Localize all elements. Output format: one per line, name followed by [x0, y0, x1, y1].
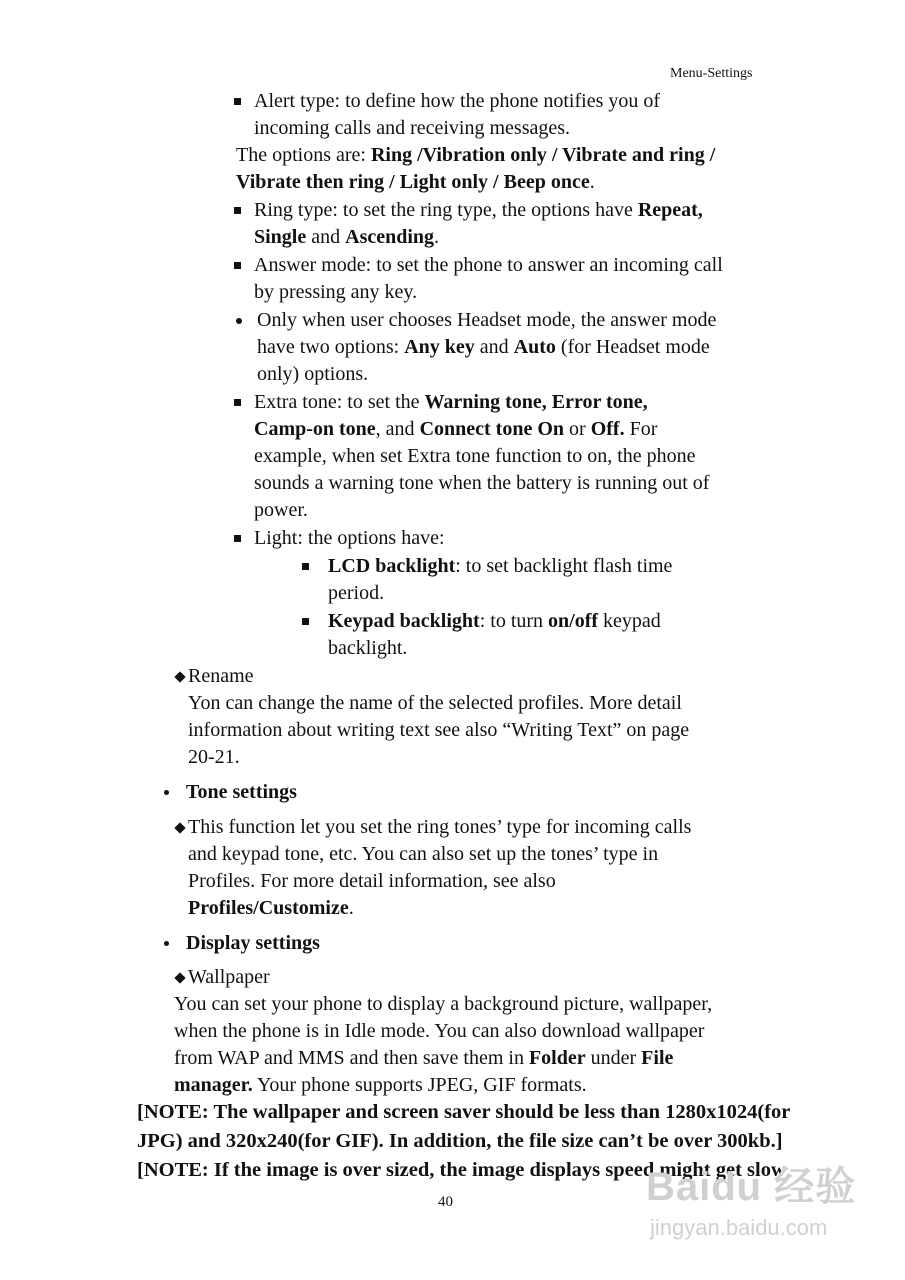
- auto-option: Auto: [513, 336, 556, 358]
- on-off-option: on/off: [548, 610, 599, 632]
- sub-and: and: [474, 336, 514, 358]
- square-bullet-icon: [234, 207, 241, 214]
- lcd-backlight-label: LCD backlight: [328, 555, 456, 577]
- square-bullet-icon: [234, 399, 241, 406]
- options-prefix: The options are:: [236, 144, 371, 166]
- square-bullet-icon: [234, 98, 241, 105]
- square-bullet-icon: [234, 262, 241, 269]
- ring-type-repeat: Repeat,: [637, 199, 703, 221]
- profiles-customize: Profiles/Customize: [188, 897, 349, 919]
- keypad-backlight-end: keypad: [598, 610, 661, 632]
- diamond-bullet-icon: [174, 972, 185, 983]
- note-line-1: [NOTE: The wallpaper and screen saver should be less than 1280x1024(for: [137, 1101, 791, 1123]
- tone-settings-line-3: Profiles. For more detail information, see also: [188, 870, 556, 892]
- wallpaper-title: Wallpaper: [188, 966, 270, 988]
- wallpaper-line-4-end: Your phone supports JPEG, GIF formats.: [252, 1074, 587, 1096]
- alert-type-text: Alert type: to define how the phone notifies you of: [254, 90, 661, 112]
- tone-settings-line-2: and keypad tone, etc. You can also set up the tones’ type in: [188, 843, 659, 865]
- ring-type-and: and: [306, 226, 346, 248]
- rename-line-1: Yon can change the name of the selected profiles. More detail: [188, 692, 682, 714]
- tone-settings-end: .: [348, 897, 354, 919]
- wallpaper-line-3-prefix: from WAP and MMS and then save them in: [174, 1047, 529, 1069]
- alert-type-options-line-1: [236, 142, 715, 169]
- tone-settings-heading: Tone settings: [186, 781, 297, 803]
- square-bullet-icon: [302, 618, 309, 625]
- diamond-bullet-icon: [174, 822, 185, 833]
- extra-tone-line-4: sounds a warning tone when the battery is running out of: [254, 472, 710, 494]
- extra-tone-line-5: power.: [254, 499, 308, 521]
- baidu-watermark-logo: Baidu 经验: [646, 1165, 857, 1209]
- answer-mode-sub-line-2: [257, 334, 710, 361]
- wallpaper-line-4: [174, 1072, 587, 1099]
- ring-type-end: .: [434, 226, 440, 248]
- round-bullet-icon: [164, 790, 169, 795]
- page-number: 40: [438, 1194, 453, 1210]
- tone-settings-line-1: This function let you set the ring tones’ type for incoming calls: [188, 816, 692, 838]
- square-bullet-icon: [302, 563, 309, 570]
- running-header: Menu-Settings: [670, 66, 753, 81]
- ring-type-single: Single: [254, 226, 307, 248]
- alert-type-text-cont: incoming calls and receiving messages.: [254, 117, 571, 139]
- light-text: Light: the options have:: [254, 527, 445, 549]
- keypad-backlight-label: Keypad backlight: [328, 610, 480, 632]
- answer-mode-sub-line-3: only) options.: [257, 363, 369, 385]
- note-line-3: [NOTE: If the image is over sized, the image displays speed might get slow: [137, 1159, 786, 1181]
- extra-tone-mid-1: , and: [375, 418, 420, 440]
- wallpaper-line-2: when the phone is in Idle mode. You can also download wallpaper: [174, 1020, 705, 1042]
- extra-tone-mid-3: For: [624, 418, 658, 440]
- rename-line-3: 20-21.: [188, 746, 240, 768]
- keypad-backlight-cont: backlight.: [328, 637, 408, 659]
- wallpaper-line-3-mid: under: [585, 1047, 642, 1069]
- extra-tone-line-3: example, when set Extra tone function to on, the phone: [254, 445, 696, 467]
- ring-type-text: Ring type: to set the ring type, the options have: [254, 199, 638, 221]
- round-bullet-icon: [236, 318, 242, 324]
- ring-type-line-2: [254, 224, 439, 251]
- answer-mode-text-cont: by pressing any key.: [254, 281, 418, 303]
- baidu-watermark-url: jingyan.baidu.com: [650, 1215, 828, 1240]
- rename-line-2: information about writing text see also “Writing Text” on page: [188, 719, 690, 741]
- extra-tone-prefix: Extra tone: to set the: [254, 391, 425, 413]
- warning-error-tone: Warning tone, Error tone,: [424, 391, 648, 413]
- folder-label: Folder: [528, 1047, 586, 1069]
- lcd-backlight-cont: period.: [328, 582, 385, 604]
- options-bold-2: Vibrate then ring / Light only / Beep once: [236, 171, 590, 193]
- options-bold-1: Ring /Vibration only / Vibrate and ring /: [370, 144, 716, 166]
- wallpaper-line-1: You can set your phone to display a background picture, wallpaper,: [174, 993, 713, 1015]
- camp-on-tone: Camp-on tone: [254, 418, 376, 440]
- sub-end: (for Headset mode: [555, 336, 710, 358]
- tone-settings-line-4: [188, 895, 354, 922]
- any-key-option: Any key: [404, 336, 475, 358]
- square-bullet-icon: [234, 535, 241, 542]
- note-line-2: JPG) and 320x240(for GIF). In addition, the file size can’t be over 300kb.]: [137, 1130, 783, 1152]
- file-label: File: [641, 1047, 674, 1069]
- keypad-backlight-text: : to turn: [479, 610, 549, 632]
- connect-tone-on: Connect tone On: [419, 418, 565, 440]
- sub-prefix: have two options:: [257, 336, 405, 358]
- off-option: Off.: [590, 418, 625, 440]
- options-end: .: [589, 171, 595, 193]
- display-settings-heading: Display settings: [186, 932, 320, 954]
- ring-type-ascending: Ascending: [345, 226, 435, 248]
- lcd-backlight-text: : to set backlight flash time: [455, 555, 673, 577]
- round-bullet-icon: [164, 941, 169, 946]
- alert-type-options-line-2: [236, 169, 595, 196]
- answer-mode-text: Answer mode: to set the phone to answer an incoming call: [254, 254, 723, 276]
- diamond-bullet-icon: [174, 671, 185, 682]
- wallpaper-line-3: [174, 1045, 673, 1072]
- answer-mode-sub-text: Only when user chooses Headset mode, the answer mode: [257, 309, 717, 331]
- manager-label: manager.: [174, 1074, 253, 1096]
- extra-tone-line-2: [254, 416, 657, 443]
- extra-tone-mid-2: or: [564, 418, 591, 440]
- rename-title: Rename: [188, 665, 254, 687]
